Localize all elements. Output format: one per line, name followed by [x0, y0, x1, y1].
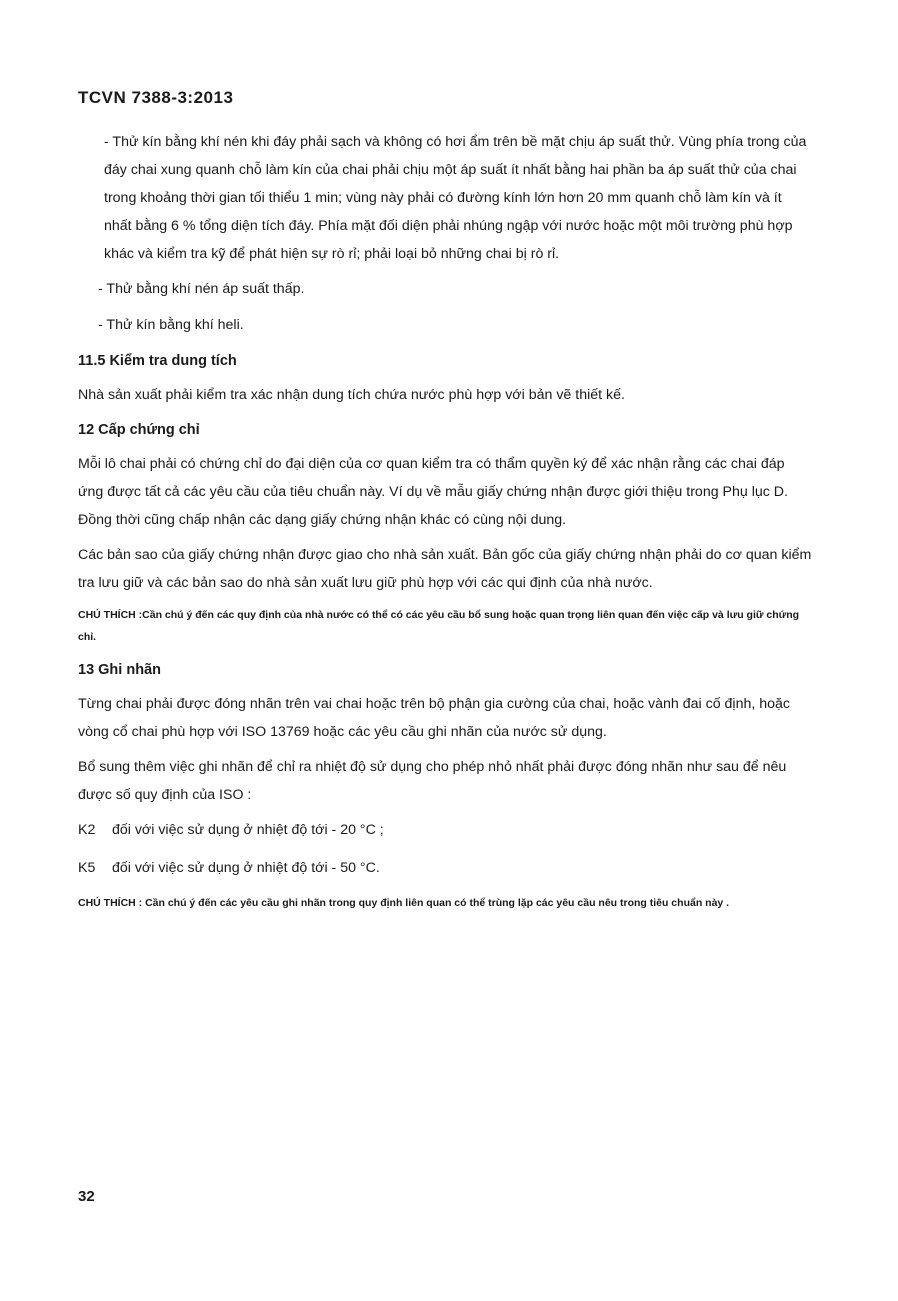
- bullet-compressed-air-test: - Thử kín bằng khí nén khi đáy phải sạch và không có hơi ẩm trên bề mặt chịu áp suất thử. Vùng phía trong của đáy chai xung quanh chỗ làm kín của chai phải chịu một áp suất ít nhất bằng hai phần ba áp suất thử của chai trong khoảng thời gian tối thiểu 1 min; vùng này phải có đường kính lớn hơn 20 mm quanh chỗ làm kín và ít nhất bằng 6 % tổng diện tích đáy. Phía mặt đối diện phải nhúng ngập với nước hoặc một môi trường phù hợp khác và kiểm tra kỹ để phát hiện sự rò rỉ; phải loại bỏ những chai bị rò rỉ.: [104, 134, 807, 262]
- marking-k5-code: K5: [78, 860, 96, 876]
- section-11-5-text: Nhà sản xuất phải kiểm tra xác nhận dung tích chứa nước phù hợp với bản vẽ thiết kế.: [78, 387, 625, 403]
- section-13-note: CHÚ THÍCH : Cần chú ý đến các yêu cầu ghi nhãn trong quy định liên quan có thể trùng lặp các yêu cầu nêu trong tiêu chuẩn này .: [78, 897, 730, 909]
- bullet-low-pressure-test: - Thử bằng khí nén áp suất thấp.: [98, 281, 305, 297]
- page-body: [78, 128, 813, 922]
- bullet-helium-test: - Thử kín bằng khí heli.: [98, 317, 244, 333]
- section-heading-11-5: 11.5 Kiểm tra dung tích: [78, 353, 237, 369]
- marking-k2-code: K2: [78, 822, 96, 838]
- section-13-paragraph-2: Bổ sung thêm việc ghi nhãn để chỉ ra nhiệt độ sử dụng cho phép nhỏ nhất phải được đóng nhãn như sau để nêu được số quy định của ISO :: [78, 759, 787, 803]
- section-heading-13: 13 Ghi nhãn: [78, 662, 161, 678]
- section-13-paragraph-1: Từng chai phải được đóng nhãn trên vai chai hoặc trên bộ phận gia cường của chai, hoặc vành đai cố định, hoặc vòng cổ chai phù hợp với ISO 13769 hoặc các yêu cầu ghi nhãn của nước sử dụng.: [78, 696, 791, 740]
- marking-k2-line: [78, 816, 813, 844]
- page-number: 32: [78, 1188, 95, 1205]
- marking-k5-text: đối với việc sử dụng ở nhiệt độ tới - 50 °C.: [111, 860, 380, 876]
- section-12-paragraph-1: Mỗi lô chai phải có chứng chỉ do đại diện của cơ quan kiểm tra có thẩm quyền ký để xác nhận rằng các chai đáp ứng được tất cả các yêu cầu của tiêu chuẩn này. Ví dụ về mẫu giấy chứng nhận được giới thiệu trong Phụ lục D. Đồng thời cũng chấp nhận các dạng giấy chứng nhận khác có cùng nội dung.: [78, 456, 788, 528]
- section-12-note: CHÚ THÍCH :Cần chú ý đến các quy định của nhà nước có thể có các yêu cầu bổ sung hoặc quan trọng liên quan đến việc cấp và lưu giữ chứng chỉ.: [78, 609, 800, 643]
- marking-k2-text: đối với việc sử dụng ở nhiệt độ tới - 20 °C ;: [111, 822, 384, 838]
- section-12-paragraph-2: Các bản sao của giấy chứng nhận được giao cho nhà sản xuất. Bản gốc của giấy chứng nhận phải do cơ quan kiểm tra lưu giữ và các bản sao do nhà sản xuất lưu giữ phù hợp với các qui định của nhà nước.: [78, 547, 812, 591]
- marking-k5-line: [78, 854, 813, 882]
- standard-code-header: TCVN 7388-3:2013: [78, 88, 234, 107]
- section-heading-12: 12 Cấp chứng chỉ: [78, 422, 200, 438]
